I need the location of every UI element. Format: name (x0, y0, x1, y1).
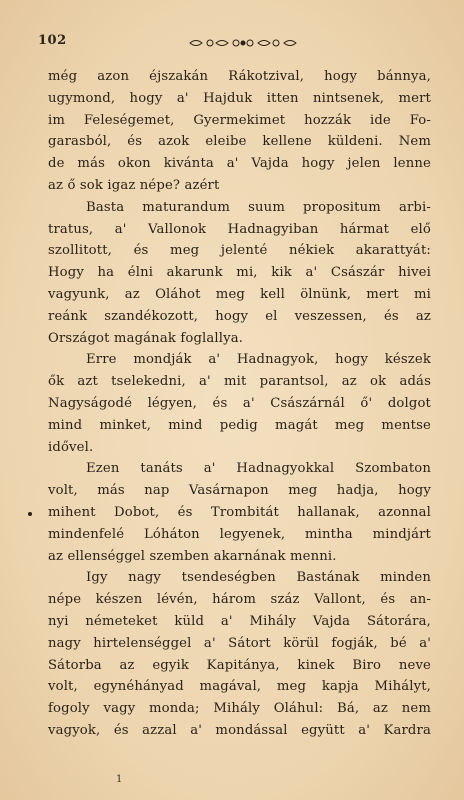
text-line: Országot magának foglallya. (48, 330, 244, 346)
text-line: garasból, és azok eleibe kellene küldeni. Nem (48, 134, 431, 150)
text-line: ők azt tselekedni, a' mit parantsol, az ok adás (48, 374, 431, 390)
text-line: Igy nagy tsendeségben Bastának minden (86, 570, 431, 586)
text-line: ugymond, hogy a' Hajduk itten nintsenek, mert (48, 90, 431, 106)
text-line: volt, egynéhányad magával, meg kapja Mihályt, (48, 679, 431, 695)
text-line: Hogy ha élni akarunk mi, kik a' Császár hivei (48, 265, 431, 281)
text-line: Nagyságodé légyen, és a' Császárnál ő' dolgot (48, 395, 431, 411)
text-line: de más okon kivánta a' Vajda hogy jelen lenne (48, 156, 431, 172)
text-line: Sátorba az egyik Kapitánya, kinek Biro neve (48, 657, 431, 673)
text-line: vagyunk, az Oláhot meg kell ölnünk, mert mi (48, 286, 431, 302)
text-line: még azon éjszakán Rákotzival, hogy bánnya, (48, 69, 431, 84)
text-line: Erre mondják a' Hadnagyok, hogy készek (86, 352, 431, 368)
page-number: 102 (38, 33, 67, 48)
text-line: idővel. (48, 439, 94, 455)
text-line: nyi németeket küld a' Mihály Vajda Sátorára, (48, 613, 431, 629)
text-line: mind minket, mind pedig magát meg mentse (48, 417, 431, 433)
text-line: szollitott, és meg jelenté nékiek akarattyát: (48, 243, 431, 259)
text-line: az ő sok igaz népe? azért (48, 177, 220, 193)
ink-spot (28, 512, 32, 516)
text-line: reánk szandékozott, hogy el veszessen, és az (48, 308, 431, 324)
text-line: im Feleségemet, Gyermekimet hozzák ide Fo- (48, 112, 431, 128)
text-line: mihent Dobot, és Trombitát hallanak, azonnal (48, 504, 431, 520)
text-line: nagy hirtelenséggel a' Sátort körül fogják, bé a' (48, 635, 431, 651)
text-line: fogoly vagy monda; Mihály Oláhul: Bá, az nem (48, 701, 431, 717)
page-header (38, 33, 430, 55)
text-line: Basta maturandum suum propositum arbi- (86, 199, 431, 215)
text-line: Ezen tanáts a' Hadnagyokkal Szombaton (86, 461, 431, 477)
signature-mark: 1 (116, 774, 123, 785)
text-line: népe készen lévén, három száz Vallont, és an- (48, 592, 431, 608)
text-line: mindenfelé Lóháton legyenek, mintha mindjárt (48, 526, 431, 542)
text-line: az ellenséggel szemben akarnának menni. (48, 548, 337, 564)
ornament-divider-icon (188, 37, 298, 49)
text-line: volt, más nap Vasárnapon meg hadja, hogy (48, 483, 431, 499)
text-line: tratus, a' Vallonok Hadnagyiban hármat elő (48, 221, 431, 237)
text-line: vagyok, és azzal a' mondással együtt a' Kardra (48, 722, 431, 738)
page-body-text (48, 66, 431, 742)
